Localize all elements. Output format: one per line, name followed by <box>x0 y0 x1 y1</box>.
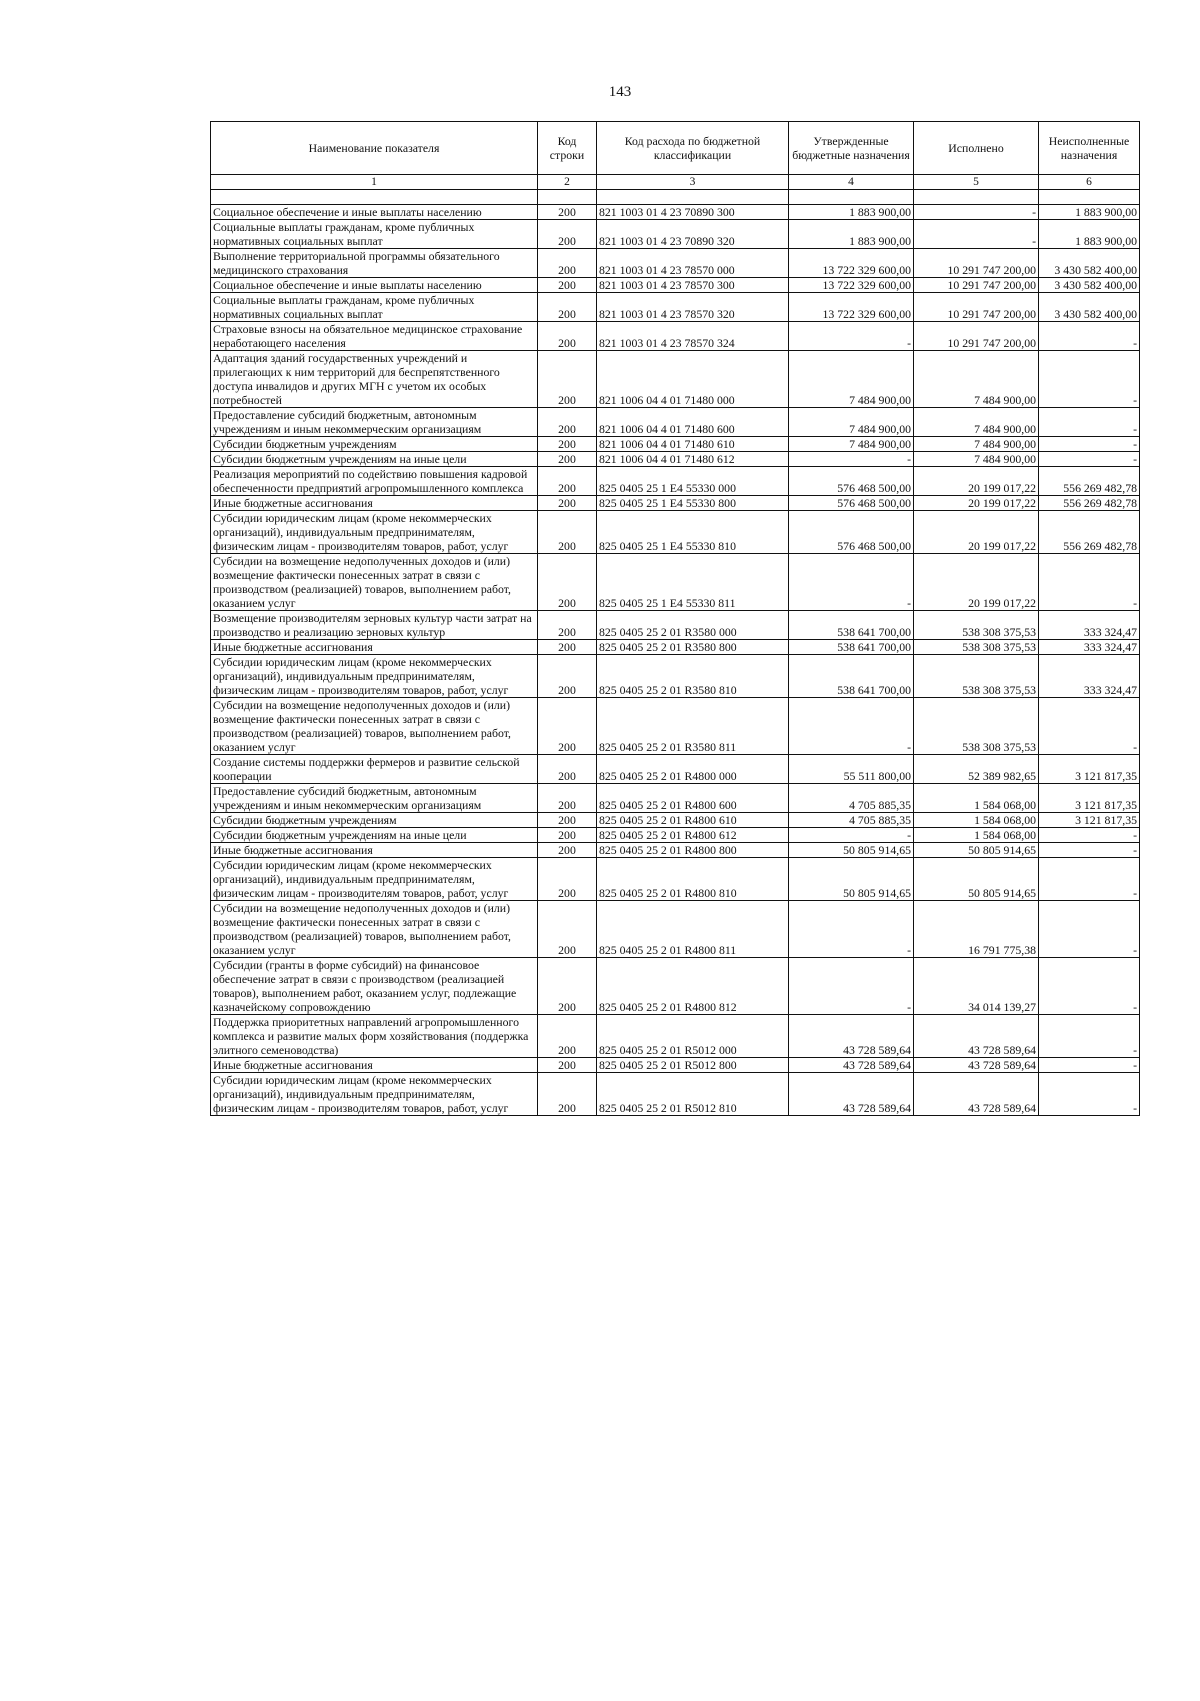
row-name-cell: Субсидии бюджетным учреждениям <box>211 437 538 452</box>
approved-cell: 7 484 900,00 <box>789 351 914 408</box>
unexecuted-cell: 333 324,47 <box>1039 640 1140 655</box>
approved-cell: 13 722 329 600,00 <box>789 249 914 278</box>
approved-cell: - <box>789 322 914 351</box>
row-code-cell: 200 <box>538 655 597 698</box>
budget-code-cell: 821 1006 04 4 01 71480 000 <box>597 351 789 408</box>
approved-cell: 576 468 500,00 <box>789 511 914 554</box>
table-row <box>211 408 1140 437</box>
row-code-cell: 200 <box>538 698 597 755</box>
executed-cell: 20 199 017,22 <box>914 496 1039 511</box>
row-code-cell: 200 <box>538 322 597 351</box>
approved-cell: - <box>789 958 914 1015</box>
spacer-row <box>211 190 1140 205</box>
unexecuted-cell: 556 269 482,78 <box>1039 467 1140 496</box>
executed-cell: 43 728 589,64 <box>914 1058 1039 1073</box>
unexecuted-cell: 3 121 817,35 <box>1039 784 1140 813</box>
executed-cell: 10 291 747 200,00 <box>914 249 1039 278</box>
budget-code-cell: 825 0405 25 2 01 R5012 810 <box>597 1073 789 1116</box>
row-name-cell: Иные бюджетные ассигнования <box>211 640 538 655</box>
approved-cell: 1 883 900,00 <box>789 205 914 220</box>
executed-cell: 10 291 747 200,00 <box>914 293 1039 322</box>
budget-code-cell: 825 0405 25 2 01 R4800 612 <box>597 828 789 843</box>
table-row <box>211 958 1140 1015</box>
budget-code-cell: 821 1003 01 4 23 78570 320 <box>597 293 789 322</box>
unexecuted-cell: - <box>1039 437 1140 452</box>
budget-code-cell: 821 1006 04 4 01 71480 600 <box>597 408 789 437</box>
row-name-cell: Субсидии бюджетным учреждениям <box>211 813 538 828</box>
row-code-cell: 200 <box>538 351 597 408</box>
row-code-cell: 200 <box>538 828 597 843</box>
row-name-cell: Социальное обеспечение и иные выплаты населению <box>211 205 538 220</box>
row-name-cell: Иные бюджетные ассигнования <box>211 843 538 858</box>
row-name-cell: Реализация мероприятий по содействию повышения кадровой обеспеченности предприятий агропромышленного комплекса <box>211 467 538 496</box>
row-name-cell: Иные бюджетные ассигнования <box>211 496 538 511</box>
executed-cell: - <box>914 220 1039 249</box>
column-number: 3 <box>597 175 789 190</box>
row-code-cell: 200 <box>538 554 597 611</box>
row-name-cell: Выполнение территориальной программы обязательного медицинского страхования <box>211 249 538 278</box>
row-code-cell: 200 <box>538 220 597 249</box>
row-code-cell: 200 <box>538 958 597 1015</box>
unexecuted-cell: 333 324,47 <box>1039 655 1140 698</box>
unexecuted-cell: - <box>1039 1073 1140 1116</box>
table-row <box>211 843 1140 858</box>
header-indicator-name: Наименование показателя <box>211 122 538 175</box>
column-number: 6 <box>1039 175 1140 190</box>
budget-code-cell: 825 0405 25 2 01 R4800 600 <box>597 784 789 813</box>
unexecuted-cell: - <box>1039 1015 1140 1058</box>
table-row <box>211 755 1140 784</box>
column-number: 1 <box>211 175 538 190</box>
budget-code-cell: 821 1006 04 4 01 71480 610 <box>597 437 789 452</box>
approved-cell: - <box>789 901 914 958</box>
budget-code-cell: 821 1003 01 4 23 78570 300 <box>597 278 789 293</box>
executed-cell: 538 308 375,53 <box>914 611 1039 640</box>
unexecuted-cell: - <box>1039 698 1140 755</box>
row-code-cell: 200 <box>538 437 597 452</box>
executed-cell: 7 484 900,00 <box>914 452 1039 467</box>
approved-cell: 50 805 914,65 <box>789 843 914 858</box>
unexecuted-cell: - <box>1039 843 1140 858</box>
table-row <box>211 278 1140 293</box>
header-approved: Утвержденные бюджетные назначения <box>789 122 914 175</box>
executed-cell: 20 199 017,22 <box>914 511 1039 554</box>
approved-cell: 576 468 500,00 <box>789 496 914 511</box>
executed-cell: 1 584 068,00 <box>914 813 1039 828</box>
executed-cell: 43 728 589,64 <box>914 1015 1039 1058</box>
row-name-cell: Субсидии на возмещение недополученных доходов и (или) возмещение фактически понесенных затрат в связи с производством (реализацией) товаров, выполнением работ, оказанием услуг <box>211 554 538 611</box>
approved-cell: 50 805 914,65 <box>789 858 914 901</box>
row-code-cell: 200 <box>538 858 597 901</box>
executed-cell: 7 484 900,00 <box>914 408 1039 437</box>
column-number: 2 <box>538 175 597 190</box>
row-code-cell: 200 <box>538 813 597 828</box>
unexecuted-cell: 3 430 582 400,00 <box>1039 278 1140 293</box>
row-code-cell: 200 <box>538 249 597 278</box>
budget-code-cell: 825 0405 25 2 01 R4800 610 <box>597 813 789 828</box>
table-body <box>211 190 1140 1116</box>
row-name-cell: Иные бюджетные ассигнования <box>211 1058 538 1073</box>
approved-cell: - <box>789 452 914 467</box>
executed-cell: 10 291 747 200,00 <box>914 322 1039 351</box>
table-row <box>211 322 1140 351</box>
unexecuted-cell: 3 430 582 400,00 <box>1039 249 1140 278</box>
unexecuted-cell: - <box>1039 1058 1140 1073</box>
approved-cell: 538 641 700,00 <box>789 640 914 655</box>
executed-cell: 50 805 914,65 <box>914 858 1039 901</box>
approved-cell: 13 722 329 600,00 <box>789 278 914 293</box>
row-name-cell: Предоставление субсидий бюджетным, автономным учреждениям и иным некоммерческим организациям <box>211 408 538 437</box>
table-row <box>211 858 1140 901</box>
unexecuted-cell: 556 269 482,78 <box>1039 511 1140 554</box>
executed-cell: 538 308 375,53 <box>914 655 1039 698</box>
row-code-cell: 200 <box>538 640 597 655</box>
row-code-cell: 200 <box>538 1073 597 1116</box>
row-name-cell: Страховые взносы на обязательное медицинское страхование неработающего населения <box>211 322 538 351</box>
approved-cell: 43 728 589,64 <box>789 1058 914 1073</box>
executed-cell: 34 014 139,27 <box>914 958 1039 1015</box>
budget-code-cell: 825 0405 25 1 Е4 55330 800 <box>597 496 789 511</box>
budget-code-cell: 825 0405 25 2 01 R5012 800 <box>597 1058 789 1073</box>
executed-cell: 7 484 900,00 <box>914 351 1039 408</box>
row-code-cell: 200 <box>538 278 597 293</box>
unexecuted-cell: - <box>1039 958 1140 1015</box>
unexecuted-cell: - <box>1039 322 1140 351</box>
row-code-cell: 200 <box>538 611 597 640</box>
budget-execution-table <box>210 121 1140 1116</box>
table-row <box>211 496 1140 511</box>
executed-cell: - <box>914 205 1039 220</box>
row-code-cell: 200 <box>538 293 597 322</box>
row-name-cell: Субсидии на возмещение недополученных доходов и (или) возмещение фактически понесенных затрат в связи с производством (реализацией) товаров, выполнением работ, оказанием услуг <box>211 698 538 755</box>
unexecuted-cell: - <box>1039 828 1140 843</box>
row-code-cell: 200 <box>538 452 597 467</box>
table-row <box>211 351 1140 408</box>
budget-code-cell: 825 0405 25 2 01 R3580 810 <box>597 655 789 698</box>
budget-code-cell: 825 0405 25 2 01 R3580 800 <box>597 640 789 655</box>
unexecuted-cell: - <box>1039 452 1140 467</box>
executed-cell: 20 199 017,22 <box>914 554 1039 611</box>
approved-cell: 1 883 900,00 <box>789 220 914 249</box>
approved-cell: 538 641 700,00 <box>789 655 914 698</box>
unexecuted-cell: 1 883 900,00 <box>1039 205 1140 220</box>
unexecuted-cell: 3 430 582 400,00 <box>1039 293 1140 322</box>
approved-cell: 43 728 589,64 <box>789 1015 914 1058</box>
approved-cell: 4 705 885,35 <box>789 813 914 828</box>
row-code-cell: 200 <box>538 511 597 554</box>
unexecuted-cell: - <box>1039 901 1140 958</box>
approved-cell: 55 511 800,00 <box>789 755 914 784</box>
executed-cell: 7 484 900,00 <box>914 437 1039 452</box>
budget-code-cell: 821 1003 01 4 23 70890 300 <box>597 205 789 220</box>
executed-cell: 1 584 068,00 <box>914 828 1039 843</box>
unexecuted-cell: 556 269 482,78 <box>1039 496 1140 511</box>
row-name-cell: Социальное обеспечение и иные выплаты населению <box>211 278 538 293</box>
approved-cell: 4 705 885,35 <box>789 784 914 813</box>
header-row-code: Код строки <box>538 122 597 175</box>
executed-cell: 538 308 375,53 <box>914 640 1039 655</box>
table-row <box>211 611 1140 640</box>
row-name-cell: Возмещение производителям зерновых культур части затрат на производство и реализацию зерновых культур <box>211 611 538 640</box>
budget-code-cell: 825 0405 25 1 Е4 55330 000 <box>597 467 789 496</box>
row-name-cell: Социальные выплаты гражданам, кроме публичных нормативных социальных выплат <box>211 220 538 249</box>
unexecuted-cell: - <box>1039 554 1140 611</box>
page-number: 143 <box>608 84 632 100</box>
table-row <box>211 554 1140 611</box>
column-number: 5 <box>914 175 1039 190</box>
header-unexecuted: Неисполненные назначения <box>1039 122 1140 175</box>
row-name-cell: Субсидии юридическим лицам (кроме некоммерческих организаций), индивидуальным предпринимателям, физическим лицам - производителям товаров, работ, услуг <box>211 1073 538 1116</box>
table-row <box>211 1073 1140 1116</box>
budget-code-cell: 821 1006 04 4 01 71480 612 <box>597 452 789 467</box>
table-row <box>211 293 1140 322</box>
row-code-cell: 200 <box>538 755 597 784</box>
row-name-cell: Субсидии (гранты в форме субсидий) на финансовое обеспечение затрат в связи с производством (реализацией товаров), выполнением работ, оказанием услуг, подлежащие казначейскому сопровождению <box>211 958 538 1015</box>
row-code-cell: 200 <box>538 467 597 496</box>
budget-code-cell: 825 0405 25 2 01 R4800 800 <box>597 843 789 858</box>
executed-cell: 43 728 589,64 <box>914 1073 1039 1116</box>
table-row <box>211 901 1140 958</box>
budget-code-cell: 821 1003 01 4 23 78570 324 <box>597 322 789 351</box>
row-name-cell: Создание системы поддержки фермеров и развитие сельской кооперации <box>211 755 538 784</box>
row-name-cell: Субсидии юридическим лицам (кроме некоммерческих организаций), индивидуальным предпринимателям, физическим лицам - производителям товаров, работ, услуг <box>211 858 538 901</box>
unexecuted-cell: 3 121 817,35 <box>1039 755 1140 784</box>
approved-cell: 7 484 900,00 <box>789 437 914 452</box>
approved-cell: 538 641 700,00 <box>789 611 914 640</box>
budget-code-cell: 825 0405 25 2 01 R3580 000 <box>597 611 789 640</box>
table-row <box>211 640 1140 655</box>
table-row <box>211 784 1140 813</box>
approved-cell: - <box>789 698 914 755</box>
row-name-cell: Субсидии бюджетным учреждениям на иные цели <box>211 828 538 843</box>
unexecuted-cell: - <box>1039 351 1140 408</box>
row-name-cell: Адаптация зданий государственных учреждений и прилегающих к ним территорий для беспрепятственного доступа инвалидов и других МГН с учетом их особых потребностей <box>211 351 538 408</box>
table-row <box>211 813 1140 828</box>
executed-cell: 20 199 017,22 <box>914 467 1039 496</box>
table-header-row <box>211 122 1140 175</box>
executed-cell: 10 291 747 200,00 <box>914 278 1039 293</box>
table-row <box>211 698 1140 755</box>
row-name-cell: Субсидии юридическим лицам (кроме некоммерческих организаций), индивидуальным предпринимателям, физическим лицам - производителям товаров, работ, услуг <box>211 511 538 554</box>
budget-code-cell: 825 0405 25 2 01 R4800 812 <box>597 958 789 1015</box>
budget-code-cell: 825 0405 25 1 Е4 55330 811 <box>597 554 789 611</box>
row-name-cell: Социальные выплаты гражданам, кроме публичных нормативных социальных выплат <box>211 293 538 322</box>
executed-cell: 52 389 982,65 <box>914 755 1039 784</box>
row-name-cell: Субсидии на возмещение недополученных доходов и (или) возмещение фактически понесенных затрат в связи с производством (реализацией) товаров, выполнением работ, оказанием услуг <box>211 901 538 958</box>
executed-cell: 16 791 775,38 <box>914 901 1039 958</box>
budget-code-cell: 821 1003 01 4 23 78570 000 <box>597 249 789 278</box>
row-code-cell: 200 <box>538 1015 597 1058</box>
header-budget-code: Код расхода по бюджетной классификации <box>597 122 789 175</box>
executed-cell: 538 308 375,53 <box>914 698 1039 755</box>
table-row <box>211 205 1140 220</box>
row-name-cell: Предоставление субсидий бюджетным, автономным учреждениям и иным некоммерческим организациям <box>211 784 538 813</box>
executed-cell: 50 805 914,65 <box>914 843 1039 858</box>
table-row <box>211 437 1140 452</box>
unexecuted-cell: 1 883 900,00 <box>1039 220 1140 249</box>
table-row <box>211 249 1140 278</box>
row-name-cell: Поддержка приоритетных направлений агропромышленного комплекса и развитие малых форм хозяйствования (поддержка элитного семеноводства) <box>211 1015 538 1058</box>
unexecuted-cell: - <box>1039 858 1140 901</box>
row-name-cell: Субсидии бюджетным учреждениям на иные цели <box>211 452 538 467</box>
budget-code-cell: 825 0405 25 2 01 R4800 810 <box>597 858 789 901</box>
row-code-cell: 200 <box>538 408 597 437</box>
approved-cell: - <box>789 828 914 843</box>
header-executed: Исполнено <box>914 122 1039 175</box>
budget-code-cell: 825 0405 25 2 01 R4800 000 <box>597 755 789 784</box>
budget-code-cell: 821 1003 01 4 23 70890 320 <box>597 220 789 249</box>
row-code-cell: 200 <box>538 496 597 511</box>
table-row <box>211 467 1140 496</box>
approved-cell: 13 722 329 600,00 <box>789 293 914 322</box>
table-row <box>211 511 1140 554</box>
row-code-cell: 200 <box>538 843 597 858</box>
unexecuted-cell: 333 324,47 <box>1039 611 1140 640</box>
row-name-cell: Субсидии юридическим лицам (кроме некоммерческих организаций), индивидуальным предпринимателям, физическим лицам - производителям товаров, работ, услуг <box>211 655 538 698</box>
approved-cell: 43 728 589,64 <box>789 1073 914 1116</box>
table-row <box>211 1015 1140 1058</box>
approved-cell: 576 468 500,00 <box>789 467 914 496</box>
budget-code-cell: 825 0405 25 2 01 R3580 811 <box>597 698 789 755</box>
row-code-cell: 200 <box>538 901 597 958</box>
column-number: 4 <box>789 175 914 190</box>
row-code-cell: 200 <box>538 1058 597 1073</box>
table-row <box>211 452 1140 467</box>
unexecuted-cell: 3 121 817,35 <box>1039 813 1140 828</box>
table-row <box>211 220 1140 249</box>
approved-cell: - <box>789 554 914 611</box>
table-row <box>211 655 1140 698</box>
row-code-cell: 200 <box>538 784 597 813</box>
table-row <box>211 828 1140 843</box>
executed-cell: 1 584 068,00 <box>914 784 1039 813</box>
column-number-row <box>211 175 1140 190</box>
budget-code-cell: 825 0405 25 1 Е4 55330 810 <box>597 511 789 554</box>
table-row <box>211 1058 1140 1073</box>
budget-code-cell: 825 0405 25 2 01 R4800 811 <box>597 901 789 958</box>
row-code-cell: 200 <box>538 205 597 220</box>
approved-cell: 7 484 900,00 <box>789 408 914 437</box>
unexecuted-cell: - <box>1039 408 1140 437</box>
budget-code-cell: 825 0405 25 2 01 R5012 000 <box>597 1015 789 1058</box>
